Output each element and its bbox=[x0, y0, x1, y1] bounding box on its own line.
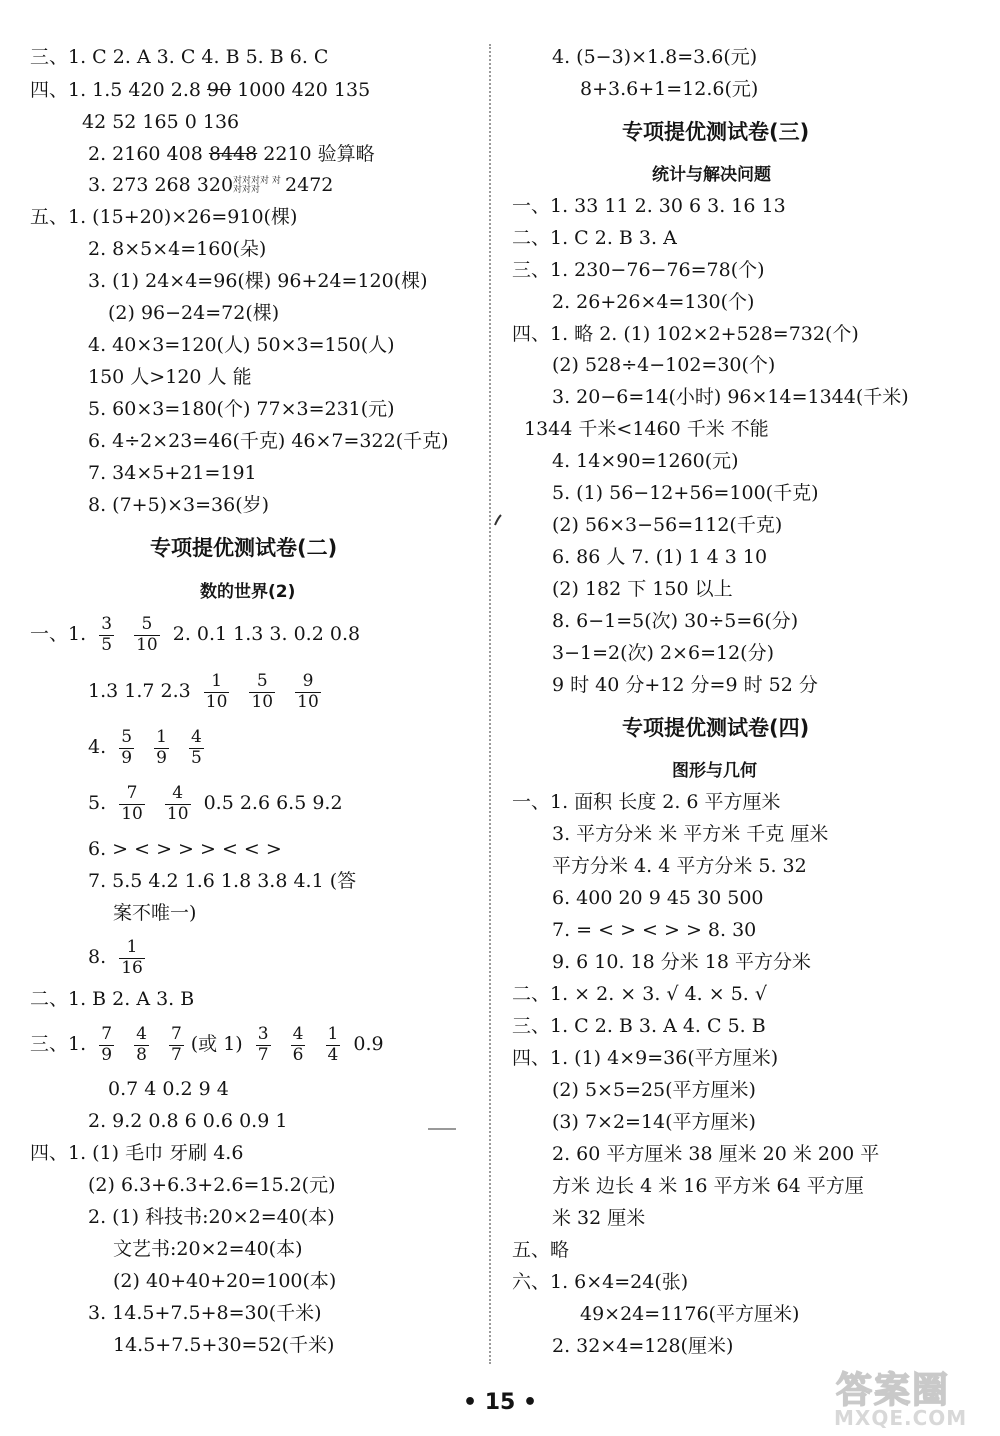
answer-line: 8. $\frac{1}{16}$ bbox=[88, 937, 143, 978]
answer-line: 案不唯一) bbox=[113, 902, 197, 924]
answer-line: 6. 400 20 9 45 30 500 bbox=[552, 887, 764, 909]
fraction: $\frac{4}{6}$ bbox=[292, 1024, 304, 1065]
fraction: $\frac{7}{10}$ bbox=[121, 783, 143, 824]
answer-line: 二、1. C 2. B 3. A bbox=[512, 227, 677, 249]
answer-line: 6. 86 人 7. (1) 1 4 3 10 bbox=[552, 546, 768, 568]
answer-line: 4. (5−3)×1.8=3.6(元) bbox=[552, 46, 758, 68]
answer-line: 7. = < > < > > 8. 30 bbox=[552, 919, 757, 941]
answer-line: 5. 60×3=180(个) 77×3=231(元) bbox=[88, 398, 395, 420]
answer-line: 5. (1) 56−12+56=100(千克) bbox=[552, 482, 819, 504]
fraction: $\frac{1}{4}$ bbox=[327, 1024, 339, 1065]
fraction: $\frac{9}{10}$ bbox=[297, 671, 319, 712]
fraction: $\frac{1}{9}$ bbox=[156, 727, 167, 768]
watermark-logo bbox=[832, 1362, 982, 1432]
answer-line: (2) 96−24=72(棵) bbox=[108, 302, 280, 324]
section-title: 专项提优测试卷(四) bbox=[622, 716, 810, 740]
answer-line: 一、1. $\frac{3}{5}$ $\frac{5}{10}$ 2. 0.1 1.3 3. 0.2 0.8 bbox=[30, 614, 361, 655]
answer-line: 7. 34×5+21=191 bbox=[88, 462, 257, 484]
fraction: $\frac{4}{10}$ bbox=[166, 783, 189, 824]
answer-line: 49×24=1176(平方厘米) bbox=[580, 1303, 800, 1325]
column-divider bbox=[489, 44, 491, 1364]
answer-line: 8+3.6+1=12.6(元) bbox=[580, 78, 759, 100]
crossed-value: 90 bbox=[206, 79, 232, 101]
answer-line: 6. > < > > > < < > bbox=[88, 838, 282, 860]
watermark-text: 答案圈 bbox=[836, 1370, 951, 1411]
answer-line: 二、1. × 2. × 3. √ 4. × 5. √ bbox=[512, 983, 767, 1005]
answer-line: 五、略 bbox=[512, 1239, 570, 1261]
answer-line: 二、1. B 2. A 3. B bbox=[30, 988, 195, 1010]
fraction: $\frac{7}{9}$ bbox=[101, 1024, 113, 1065]
answer-line: 3. 平方分米 米 平方米 千克 厘米 bbox=[552, 823, 829, 845]
answer-line: 文艺书:20×2=40(本) bbox=[113, 1238, 303, 1260]
answer-line: 4. 40×3=120(人) 50×3=150(人) bbox=[88, 334, 395, 356]
answer-line: 方米 边长 4 米 16 平方米 64 平方厘 bbox=[552, 1175, 864, 1197]
answer-line: (2) 5×5=25(平方厘米) bbox=[552, 1079, 756, 1101]
answer-line: 四、1. (1) 毛巾 牙刷 4.6 bbox=[30, 1142, 244, 1164]
answer-line: (2) 56×3−56=112(千克) bbox=[552, 514, 783, 536]
answer-line: 2. 60 平方厘米 38 厘米 20 米 200 平 bbox=[552, 1143, 880, 1165]
answer-line: 8. (7+5)×3=36(岁) bbox=[88, 494, 270, 516]
fraction: $\frac{5}{9}$ bbox=[121, 727, 133, 768]
answer-line: 六、1. 6×4=24(张) bbox=[512, 1271, 689, 1293]
section-subtitle: 数的世界(2) bbox=[200, 582, 296, 602]
answer-line: (2) 528÷4−102=30(个) bbox=[552, 354, 776, 376]
answer-line: 五、1. (15+20)×26=910(棵) bbox=[30, 206, 298, 228]
answer-line: 14.5+7.5+30=52(千米) bbox=[113, 1334, 335, 1356]
fraction: $\frac{1}{16}$ bbox=[121, 937, 143, 978]
handwritten-scribble: 对对对对 对对对对 bbox=[233, 176, 281, 195]
answer-line: 三、1. C 2. A 3. C 4. B 5. B 6. C bbox=[30, 46, 329, 68]
answer-line: 9. 6 10. 18 分米 18 平方分米 bbox=[552, 951, 812, 973]
answer-line: 0.7 4 0.2 9 4 bbox=[108, 1078, 229, 1100]
answer-line: 3−1=2(次) 2×6=12(分) bbox=[552, 642, 774, 664]
answer-line: 3. (1) 24×4=96(棵) 96+24=120(棵) bbox=[88, 270, 428, 292]
answer-line: 2. (1) 科技书:20×2=40(本) bbox=[88, 1206, 335, 1228]
answer-line: 7. 5.5 4.2 1.6 1.8 3.8 4.1 (答 bbox=[88, 870, 357, 892]
answer-line: 150 人>120 人 能 bbox=[88, 366, 252, 388]
fraction: $\frac{4}{8}$ bbox=[136, 1024, 147, 1065]
fraction: $\frac{1}{10}$ bbox=[205, 671, 228, 712]
answer-line: 一、1. 面积 长度 2. 6 平方厘米 bbox=[512, 791, 781, 813]
answer-line: 2. 2160 408 8448 2210 验算略 bbox=[88, 143, 375, 165]
answer-line: 2. 8×5×4=160(朵) bbox=[88, 238, 267, 260]
section-subtitle: 统计与解决问题 bbox=[652, 165, 771, 185]
section-title: 专项提优测试卷(三) bbox=[622, 120, 810, 144]
answer-line: 2. 32×4=128(厘米) bbox=[552, 1335, 734, 1357]
answer-line: 6. 4÷2×23=46(千克) 46×7=322(千克) bbox=[88, 430, 449, 452]
fraction: $\frac{5}{10}$ bbox=[251, 671, 274, 712]
answer-line: 3. 273 268 320对对对对 对对对对 2472 bbox=[88, 174, 334, 196]
answer-line: 一、1. 33 11 2. 30 6 3. 16 13 bbox=[512, 195, 786, 217]
answer-line: 4. $\frac{5}{9}$ $\frac{1}{9}$ $\frac{4}{5}$ bbox=[88, 727, 202, 768]
answer-line: 1.3 1.7 2.3 $\frac{1}{10}$ $\frac{5}{10}$ $\frac{9}{10}$ bbox=[88, 671, 319, 712]
fraction: $\frac{5}{10}$ bbox=[136, 614, 158, 655]
section-title: 专项提优测试卷(二) bbox=[150, 536, 338, 560]
watermark-url: MXQE.COM bbox=[834, 1406, 968, 1430]
fraction: $\frac{4}{5}$ bbox=[190, 727, 202, 768]
answer-line: 三、1. $\frac{7}{9}$ $\frac{4}{8}$ $\frac{7}{7}$ (或 1) $\frac{3}{7}$ $\frac{4}{6}$ $\frac{1}{4}$ 0.9 bbox=[30, 1024, 384, 1065]
answer-line: 3. 14.5+7.5+8=30(千米) bbox=[88, 1302, 322, 1324]
answer-line: 三、1. C 2. B 3. A 4. C 5. B bbox=[512, 1015, 766, 1037]
answer-line: 1344 千米<1460 千米 不能 bbox=[524, 418, 769, 440]
fraction: $\frac{3}{5}$ bbox=[101, 614, 113, 655]
answer-line: 四、1. 1.5 420 2.8 90 1000 420 135 bbox=[30, 79, 371, 101]
answer-line: 米 32 厘米 bbox=[552, 1207, 646, 1229]
answer-line: 四、1. (1) 4×9=36(平方厘米) bbox=[512, 1047, 779, 1069]
crossed-value: 8448 bbox=[208, 143, 258, 165]
answer-line: (3) 7×2=14(平方厘米) bbox=[552, 1111, 756, 1133]
answer-line: 5. $\frac{7}{10}$ $\frac{4}{10}$ 0.5 2.6 6.5 9.2 bbox=[88, 783, 343, 824]
section-subtitle: 图形与几何 bbox=[672, 761, 757, 781]
answer-line: (2) 6.3+6.3+2.6=15.2(元) bbox=[88, 1174, 336, 1196]
answer-line: 三、1. 230−76−76=78(个) bbox=[512, 259, 765, 281]
fraction: $\frac{3}{7}$ bbox=[257, 1024, 269, 1065]
answer-line: 平方分米 4. 4 平方分米 5. 32 bbox=[552, 855, 807, 877]
answer-line: (2) 40+40+20=100(本) bbox=[113, 1270, 337, 1292]
dash-mark-icon bbox=[428, 1126, 458, 1132]
page-number: • 15 • bbox=[462, 1390, 538, 1415]
answer-line: 4. 14×90=1260(元) bbox=[552, 450, 739, 472]
answer-line: 3. 20−6=14(小时) 96×14=1344(千米) bbox=[552, 386, 909, 408]
answer-line: (2) 182 下 150 以上 bbox=[552, 578, 733, 600]
answer-line: 8. 6−1=5(次) 30÷5=6(分) bbox=[552, 610, 799, 632]
fraction: $\frac{7}{7}$ bbox=[170, 1024, 182, 1065]
ink-mark-icon bbox=[493, 513, 503, 527]
answer-line: 2. 26+26×4=130(个) bbox=[552, 291, 755, 313]
answer-line: 42 52 165 0 136 bbox=[82, 111, 240, 133]
answer-line: 四、1. 略 2. (1) 102×2+528=732(个) bbox=[512, 323, 859, 345]
answer-line: 2. 9.2 0.8 6 0.6 0.9 1 bbox=[88, 1110, 288, 1132]
answer-line: 9 时 40 分+12 分=9 时 52 分 bbox=[552, 674, 818, 696]
